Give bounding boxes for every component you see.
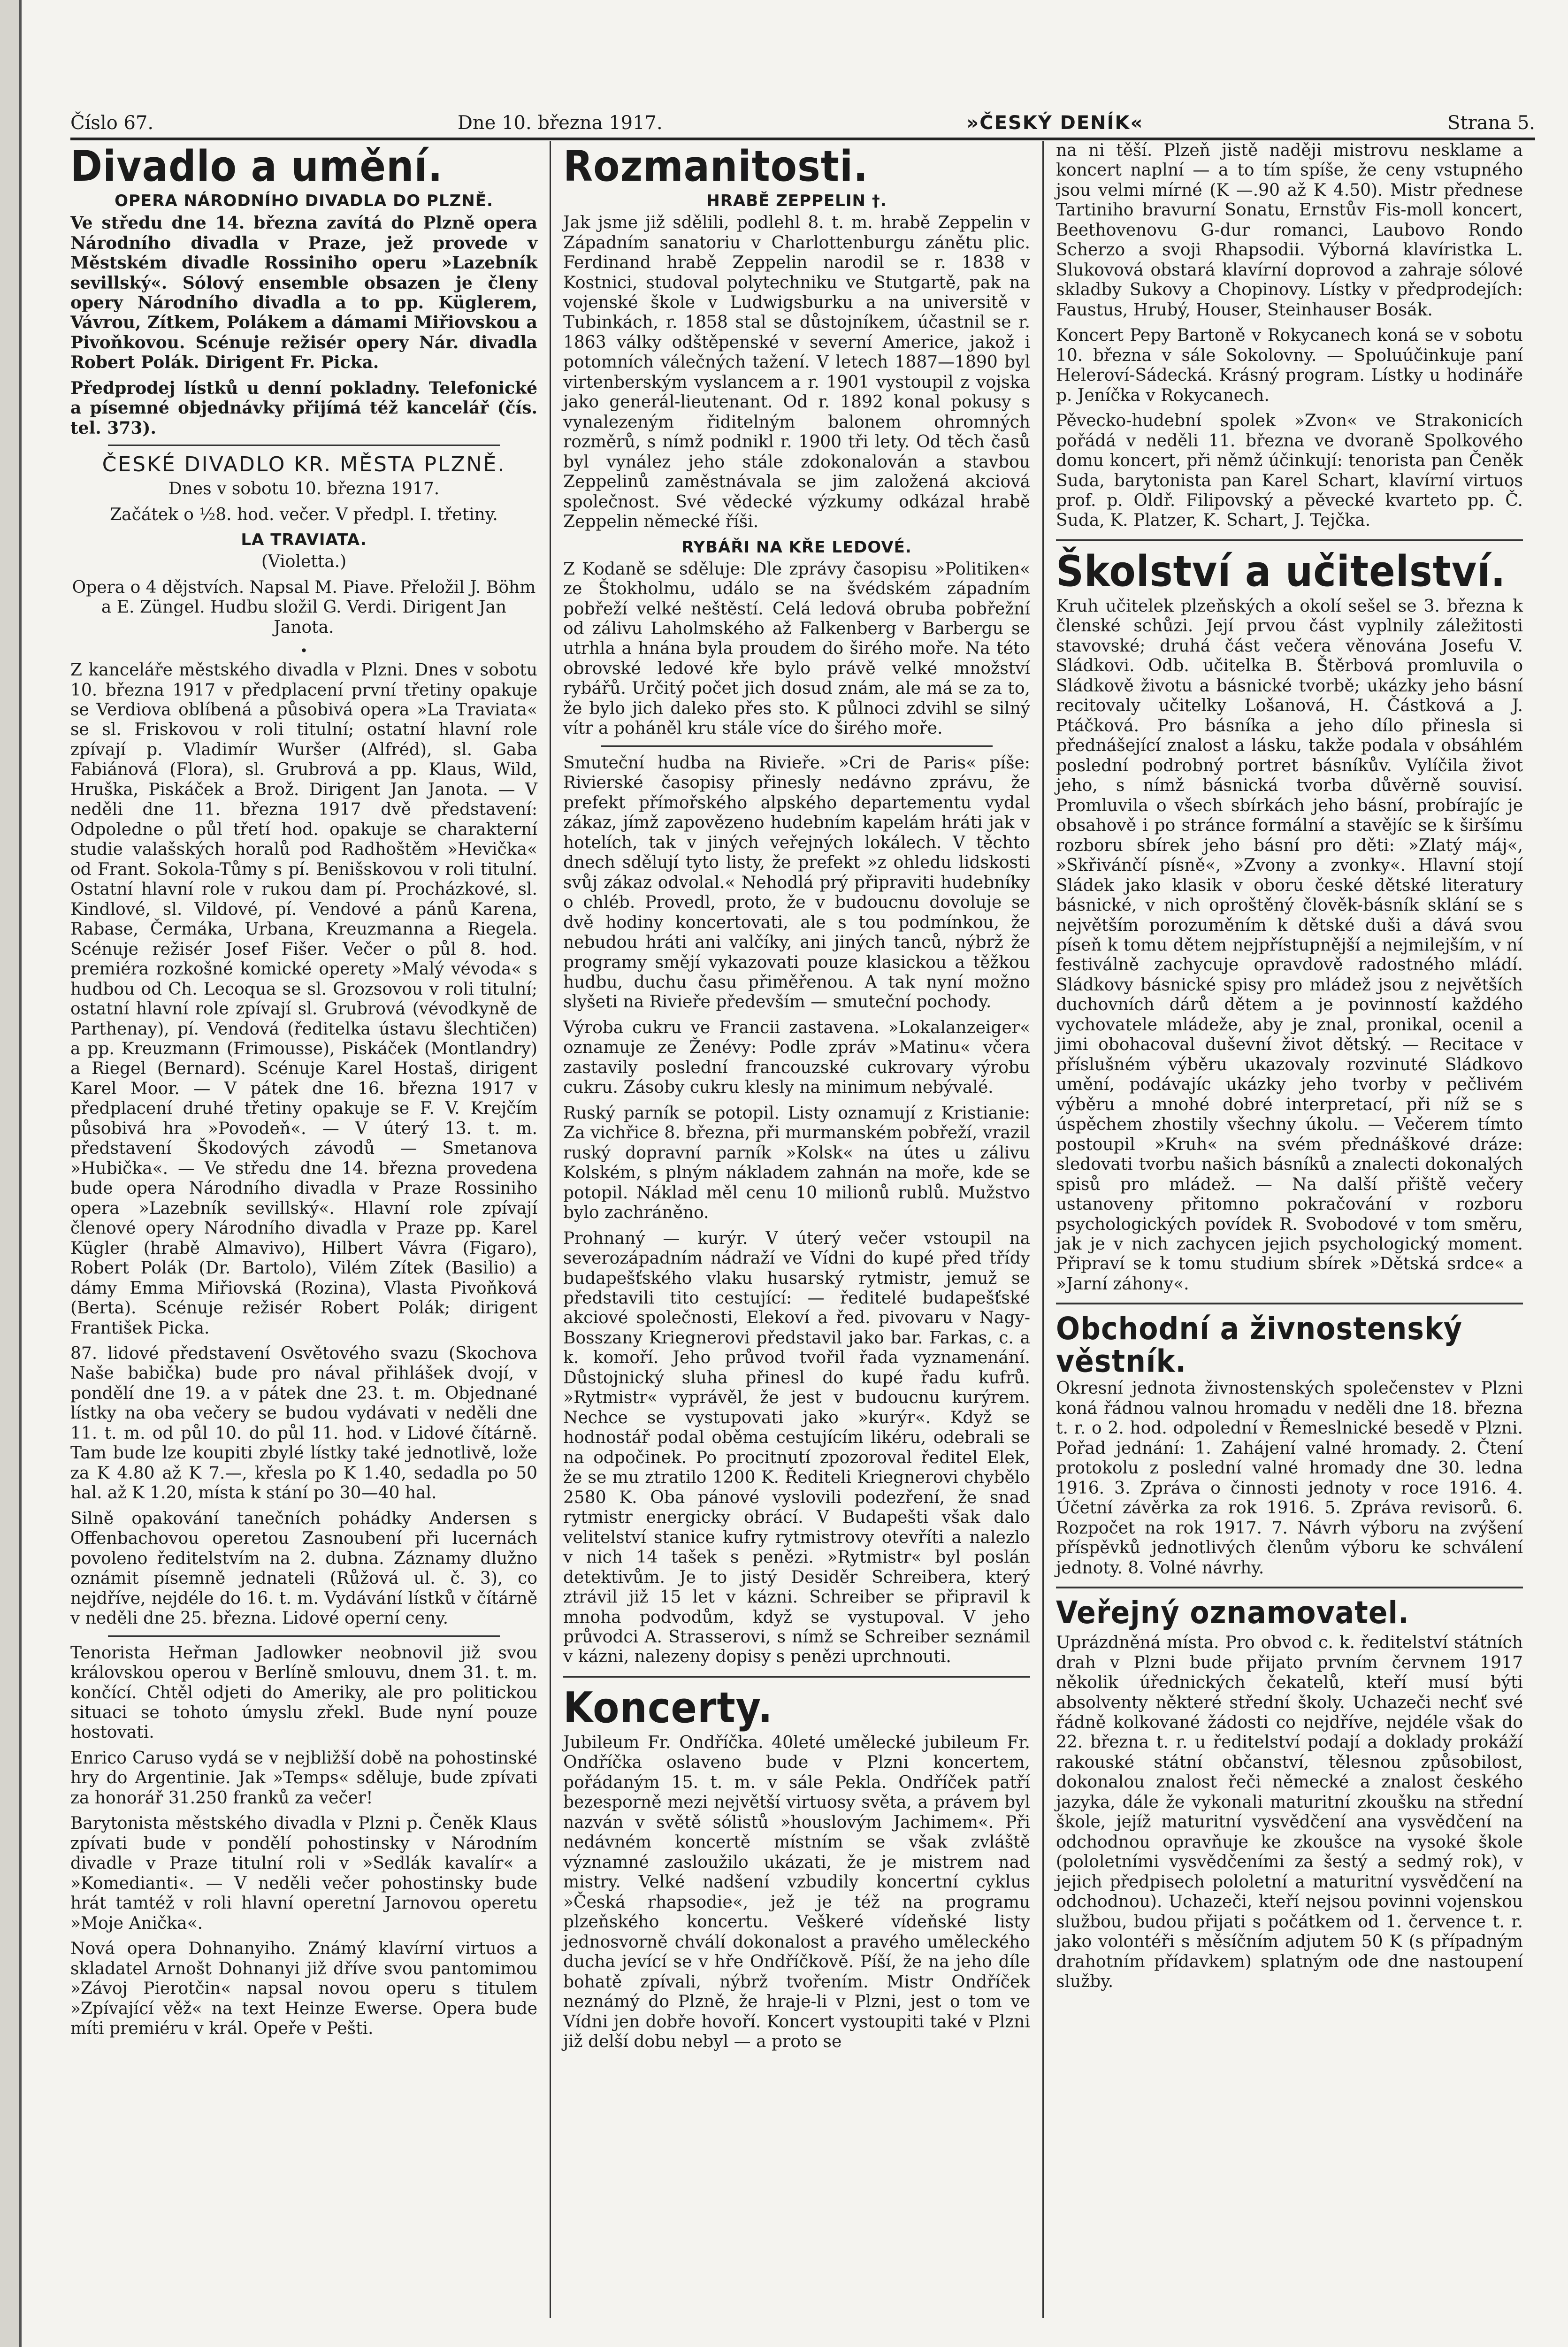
page-number: Strana 5. — [1447, 112, 1535, 134]
section-title-public: Veřejný oznamovatel. — [1056, 1595, 1409, 1631]
divider — [563, 1676, 1030, 1678]
trade-article: Okresní jednota živnostenských společenstev v Plzni koná řádnou valnou hromadu v neděli dne 18. března t. r. o 2. hod. odpolední v Řemeslnické besedě v Plzni. Pořad jednání: 1. Zahájení valné hromady. 2. Čtení protokolu z poslední valné hromady dne 30. ledna 1916. 3. Zpráva o činnosti jednoty v roce 1916. 4. Účetní závěrka za rok 1916. 5. Zpráva revisorů. 6. Rozpočet na rok 1917. 7. Návrh výboru na zvýšení příspěvků jednotlivých členům výboru ke schválení jednoty. 8. Volné návrhy. — [1056, 1379, 1523, 1578]
jubilee-article: Jubileum Fr. Ondříčka. 40leté umělecké jubileum Fr. Ondříčka oslaveno bude v Plzni koncertem, pořádaným 15. t. m. v sále Pekla. Ondříček patří bezesporně mezi největší virtuosy světa, a právem byl nazván v světě sólistů »houslovým Jachimem«. Při nedávném koncertě místním se však zvláště významné zasloužilo ukázati, že je mistrem nad mistry. Velké nadšení vzbudily koncertní cyklus »Česká rhapsodie«, jež je též na programu plzeňského koncertu. Veškeré vídeňské listy jednosvorně chválí dokonalost a pravého uměleckého ducha jevící se v hře Ondříčkově. Píší, že na jeho díle bohatě zpívali, nýbrž tvořením. Mistr Ondříček neznámý do Plzně, že hraje-li v Plzni, jest o tom ve Vídni jen dobře hovoří. Koncert vystoupiti také v Plzni již delší dobu nebyl — a proto se — [563, 1733, 1030, 2052]
fishermen-article: Z Kodaně se sděluje: Dle zprávy časopisu »Politiken« ze Štokholmu, událo se na švédském západním pobřeží velké neštěstí. Celá ledová obruba pobřežní od zálivu Laholmského až Falkenberg v Barbergu se utrhla a hnána byla proudem do širého moře. Na této obrovské ledové kře bylo právě velké množství rybářů. Určitý počet jich dosud znám, ale má se za to, že bylo jich daleko přes sto. K půlnoci zdvihl se silný vítr a poháněl kru stále více do širého moře. — [563, 559, 1030, 738]
zeppelin-article: Jak jsme již sdělili, podlehl 8. t. m. hrabě Zeppelin v Západním sanatoriu v Charlottenburgu zánětu plic. Ferdinand hrabě Zeppelin narodil se r. 1838 v Kostnici, studoval polytechniku ve Stutgartě, pak na vojenské škole v Ludwigsburku a na universitě v Tubinkách, r. 1858 stal se důstojníkem, účastnil se r. 1863 války odštěpenské v severní Americe, jakož i potomních válečných tažení. V letech 1887—1890 byl virtenberským vyslancem a r. 1901 vystoupil z vojska jako generál-lieutenant. Od r. 1892 konal pokusy s vynalezeným řiditelným balonem ohromných rozměrů, s nímž podnikl r. 1900 tři lety. Od těch časů byl vynález jeho stále zdokonalován a stavbou Zeppelinů zaměstnávala se jim založená akciová společnost. Své vědecké výzkumy odkázal hrabě Zeppelin německé říši. — [563, 213, 1030, 532]
start-line: Začátek o ½8. hod. večer. V předpl. I. třetiny. — [110, 505, 498, 524]
divider — [1056, 1587, 1523, 1588]
newspaper-name: »ČESKÝ DENÍK« — [966, 112, 1144, 134]
issue-date: Dne 10. března 1917. — [457, 112, 663, 134]
school-article: Kruh učitelek plzeňských a okolí sešel se 3. března k členské schůzi. Její prvou část vyplnily záležitosti stavovské; druhá část večera věnována Josefu V. Sládkovi. Odb. učitelka B. Štěrbová promluvila o Sládkově životu a básnické tvorbě; ukázky jeho básní recitovaly učitelky Lošanová, H. Částková a J. Ptáčková. Pro básníka a jeho dílo přinesla si přednášející znalost a lásku, takže podala v obsáhlém poslední podrobný portret básníkův. Vylíčila život jeho, s nímž básnická tvorba důvěrně souvisí. Promluvila o všech sbírkách jeho básní, probírajíc je obsahově i po stránce formální a stavějíc se k širšímu rozboru sbírek jeho básní pro děti: »Zlatý máj«, »Skřivánčí písně«, »Zvony a zvonky«. Hlavní stojí Sládek jako klasik v oboru české dětské literatury básnické, v nich oproštěný člověk-básník sklání se s největším porozuměním k dětské duši a dává svou píseň k tomu dětem nejpřístupnější a nejmilejším, v ní festiválně zachycuje opravdově radostného mládí. Sládkovy básnické spisy pro mládež jsou z největších duchovních dárů dětem a je povinností každého vychovatele mládeže, aby je znal, pronikal, ocenil a jimi obohacoval duševní život dětský. — Recitace v příslušném výběru ukazovaly rozvinuté Sládkovo umění, podávajíc ukázky jeho tvorby v pečlivém výběru a mnohé dobré interpretací, při níž se s úspěchem zhostily všechny úkolu. — Večerem tímto postoupil »Kruh« na svém přednáškové dráze: sledovati tvorbu našich básníků a znalecti dokonalých spisů pro mládež. — Na další přiště večery ustanoveny přitomno pokračování v rozboru psychologických povídek R. Svobodové v tom směru, jak je v nich zachycen jejich psychologický moment. Připraví se k tomu studium sbírek »Dětská srdce« a »Jarní záhony«. — [1056, 597, 1523, 1294]
play-title: LA TRAVIATA. — [241, 530, 367, 550]
office-article: Z kanceláře městského divadla v Plzni. Dnes v sobotu 10. března 1917 v předplacení první třetiny opakuje se Verdiova oblíbená a působivá opera »La Traviata« se sl. Friskovou v roli titulní; ostatní hlavní role zpívají p. Vladimír Wuršer (Alfréd), sl. Gaba Fabiánová (Flora), sl. Grubrová a pp. Klaus, Wild, Hruška, Piskáček a Brož. Dirigent Jan Janota. — V neděli dne 11. března 1917 dvě představení: Odpoledne o půl třetí hod. opakuje se charakterní studie valašských horalů pod Radhoštěm »Hevička« od Frant. Sokola-Tůmy s pí. Benišskovou v roli titulní. Ostatní hlavní role v rukou dam pí. Procházkové, sl. Kindlové, sl. Vildové, pí. Vendové a pánů Karena, Rabase, Čermáka, Urbana, Kreuzmanna a Riegela. Scénuje režisér Josef Fišer. Večer o půl 8. hod. premiéra rozkošné komické operety »Malý vévoda« s hudbou od Ch. Lecoqua se sl. Grozsovou v roli titulní; ostatní hlavní role zpívají sl. Grubrová (vévodkyně de Parthenay), pí. Vendová (ředitelka ústavu šlechtičen) a pp. Kreuzmann (Frimousse), Piskáček (Montlandry) a Riegel (Bernard). Scénuje Karel Hostaš, dirigent Karel Moor. — V pátek dne 16. března 1917 v předplacení druhé třetiny opakuje se F. V. Krejčím působivá hra »Povodeň«. — V úterý 13. t. m. představení Škodových závodů — Smetanova »Hubička«. — Ve středu dne 14. března provedena bude opera Národního divadla v Praze Rossiniho opera »Lazebník sevillský«. Hlavní role zpívají členové opery Národního divadla v Praze pp. Karel Kügler (hrabě Almavivo), Hilbert Vávra (Figaro), Robert Polák (Dr. Bartolo), Vilém Zítek (Basilio) a dámy Emma Miřiovská (Rozina), Vlasta Pivoňková (Berta). Scénuje režisér Robert Polák; dirigent František Picka. — [70, 660, 537, 1338]
concert-continuation: na ni těší. Plzeň jistě naději mistrovu nesklame a koncert naplní — a to tím spíše, že ceny vstupného jsou velmi mírné (K —.90 až K 4.50). Mistr přednese Tartiniho bravurní Sonatu, Ernstův Fis-moll koncert, Beethovenovu G-dur romanci, Laubovo Rondo Scherzo a svoji Rhapsodii. Výborná klavíristka L. Slukovová obstará klavírní doprovod a zahraje sólové skladby Sukovy a Chopinovy. Lístky v předprodejích: Faustus, Hrubý, Houser, Steinhauser Bosák. — [1056, 141, 1523, 320]
steamer-article: Ruský parník se potopil. Listy oznamují z Kristianie: Za vichřice 8. března, při murmanském pobřeží, vrazil ruský dopravní parník »Kolsk« na útes u zálivu Kolském, s plným nákladem zahnán na moře, kde se potopil. Náklad měl cenu 10 milionů rublů. Mužstvo bylo zachráněno. — [563, 1103, 1030, 1223]
divider — [601, 745, 993, 747]
separator-dot: • — [300, 643, 308, 659]
divider — [1056, 1303, 1523, 1304]
divider — [108, 445, 500, 446]
zeppelin-heading: HRABĚ ZEPPELIN †. — [706, 192, 887, 211]
dohnanyi-article: Nová opera Dohnanyiho. Známý klavírní virtuos a skladatel Arnošt Dohnanyi již dříve svou pantomimou »Závoj Pierotčin« napsal novou operu s titulem »Zpívající věž« na text Heinze Ewerse. Opera bude míti premiéru v král. Opeře v Pešti. — [70, 1939, 537, 2038]
section-title-school: Školství a učitelství. — [1056, 547, 1506, 596]
riviera-article: Smuteční hudba na Rivieře. »Cri de Paris« píše: Rivierské časopisy přinesly nedávno zprávu, že prefekt přímořského alpského departementu vydal zákaz, jímž zapovězeno hudebním kapelám hráti jak v hotelích, tak v jiných veřejných lokálech. V těchto dnech sdělují tyto listy, že prefekt »z ohledu lidskosti svůj zákaz odvolal.« Nehodlá prý připraviti hudebníky o chléb. Provedl, proto, že v budoucnu dovoluje se dvě hodiny koncertovati, ale s tou podmínkou, že nebudou hráti ani valčíky, ani jiných tanců, nýbrž že programy smějí vykazovati pouze klasickou a těžkou hudbu, duchu času přiměřenou. A tak nyní možno slyšeti na Rivieře především — smuteční pochody. — [563, 753, 1030, 1012]
column-2 — [551, 141, 1044, 2318]
section-title-trade: Obchodní a živnostenský věstník. — [1056, 1311, 1463, 1380]
tenor-article: Tenorista Heřman Jadlowker neobnovil již svou královskou operou v Berlíně smlouvu, dnem 31. t. m. končící. Chtěl odjeti do Ameriky, ale pro politickou situaci se tohoto úmyslu zřekl. Bude nyní pouze hostovati. — [70, 1643, 537, 1742]
play-subtitle: (Violetta.) — [261, 552, 347, 572]
section-title-misc: Rozmanitosti. — [563, 142, 869, 191]
column-3 — [1044, 141, 1535, 2318]
fishermen-heading: RYBÁŘI NA KŘE LEDOVÉ. — [681, 537, 912, 557]
play-info: Opera o 4 dějstvích. Napsal M. Piave. Přeložil J. Böhm a E. Züngel. Hudbu složil G. Verdi. Dirigent Jan Janota. — [72, 577, 536, 637]
opera-article: Ve středu dne 14. března zavítá do Plzně opera Národního divadla v Praze, jež provede v Městském divadle Rossiniho operu »Lazebník sevillský«. Sólový ensemble obsazen je členy opery Národního divadla a to pp. Küglerem, Vávrou, Zítkem, Polákem a dámami Miřiovskou a Pivoňkovou. Scénuje režisér opery Nár. divadla Robert Polák. Dirigent Fr. Picka. — [70, 213, 537, 373]
divider — [1056, 539, 1523, 541]
osveta-article: 87. lidové představení Osvětového svazu (Skochova Naše babička) bude pro nával přihlášek dvojí, v pondělí dne 19. a v pátek dne 23. t. m. Objednané lístky na oba večery se budou vydávati v neděli dne 11. t. m. od půl 10. do půl 11. hod. v Lidové čítárně. Tam bude lze koupiti zbylé lístky také jednotlivě, lože za K 4.80 až K 7.—, křesla po K 1.40, sedadla po 50 hal. až K 1.20, místa k stání po 30—40 hal. — [70, 1344, 537, 1503]
section-title-theatre: Divadlo a umění. — [70, 142, 443, 191]
column-1 — [70, 141, 551, 2318]
page-header — [70, 101, 1535, 140]
today-line: Dnes v sobotu 10. března 1917. — [168, 479, 440, 499]
columns — [70, 141, 1535, 2318]
dance-article: Silně opakování tanečních pohádky Andersen s Offenbachovou operetou Zasnoubení při lucernách povoleno ředitelstvím na 2. dubna. Záznamy dlužno oznámit písemně jednateli (Růžová ul. č. 3), co nejdříve, nejdéle do 16. t. m. Vydávání lístků v čítárně v neděli dne 25. března. Lidové operní ceny. — [70, 1509, 537, 1628]
courier-article: Prohnaný — kurýr. V úterý večer vstoupil na severozápadním nádraží ve Vídni do kupé před třídy budapešťského vlaku husarský rytmistr, jemuž se představili tito cestující: — ředitelé budapešťské akciové společnosti, Elekoví a řed. pivovaru v Nagy-Bosszany Kriegnerovi představil jako bar. Farkas, c. a k. komoří. Jeho průvod tvořil řada vyznamenání. Důstojnický sluha přinesl do kupé řadu kufrů. »Rytmistr« vyprávěl, že jest v budoucnu kurýrem. Nechce se vystupovati jako »kurýr«. Když se hodnostář podal oběma cestujícím likéru, odebrali se na odpočinek. Po procitnutí zpozoroval ředitel Elek, že se mu ztratilo 1200 K. Řediteli Kriegnerovi chybělo 2580 K. Oba pánové vyslovili podezření, že snad rytmistr energicky obrácí. V Budapešti však dalo velitelství stanice kufry rytmistrovy otevříti a nalezlo v nich 14 tašek s penězi. »Rytmistr« byl poslán detektivům. Je to jistý Desiděr Schreibera, který ztrávil již 15 let v kázni. Schreiber se připravil k mnoha podvodům, když se vystupoval. V jeho průvodci A. Strasserovi, s nímž se Schreiber seznámil v kázni, nalezeny dopisy s penězi uprchnouti. — [563, 1228, 1030, 1667]
presale-note: Předprodej lístků u denní pokladny. Telefonické a písemné objednávky přijímá též kancelář (čís. tel. 373). — [70, 378, 537, 438]
bartonova-article: Koncert Pepy Bartoně v Rokycanech koná se v sobotu 10. března v sále Sokolovny. — Spoluúčinkuje paní Heleroví-Sádecká. Krásný program. Lístky u hodináře p. Jeníčka v Rokycanech. — [1056, 326, 1523, 405]
caruso-article: Enrico Caruso vydá se v nejbližší době na pohostinské hry do Argentinie. Jak »Temps« sděluje, bude zpívati za honorář 31.250 franků za večer! — [70, 1748, 537, 1808]
public-article: Uprázdněná místa. Pro obvod c. k. ředitelství státních drah v Plzni bude přijato prvním červnem 1917 několik úřednických čekatelů, kteří musí býti absolventy některé střední školy. Uchazeči nechť své řádně kolkované žádosti co nejdříve, nejdéle však do 22. března t. r. u ředitelství podají a doklady prokáží rakouské státní občanství, tělesnou způsobilost, dokonalou znalost řeči německé a znalost českého jazyka, dále že vykonali maturitní zkoušku na střední škole, jejíž maturitní vysvědčení ana vysvědčení na odchodnou opravňuje ke zkoušce na vysoké škole (pololetními vysvědčeními za šestý a sedmý rok), v jejich předpisech pololetní a maturitní vysvědčení na odchodnou). Uchazeči, kteří nejsou povinni vojenskou službou, budou přijati s počátkem od 1. července t. r. jako volontéři s měsíčním adjutem 50 K (s případným drahotním přídavkem) splatným ode dne nastoupení služby. — [1056, 1633, 1523, 1992]
theatre-heading: ČESKÉ DIVADLO KR. MĚSTA PLZNĚ. — [102, 453, 506, 477]
opera-heading: OPERA NÁRODNÍHO DIVADLA DO PLZNĚ. — [115, 192, 493, 211]
zvon-article: Pěvecko-hudební spolek »Zvon« ve Strakonicích pořádá v neděli 11. března ve dvoraně Spolkového domu koncert, při němž účinkují: tenorista pan Čeněk Suda, barytonista pan Karel Schart, klavírní virtuos prof. p. Oldř. Filipovský a pěvecké kvarteto pp. Č. Suda, K. Platzer, K. Schart, J. Tejčka. — [1056, 411, 1523, 530]
divider — [108, 1635, 500, 1637]
page-edge — [0, 0, 22, 2347]
sugar-article: Výroba cukru ve Francii zastavena. »Lokalanzeiger« oznamuje ze Ženévy: Podle zpráv »Matinu« včera zastavily poslední francouzské cukrovary výrobu cukru. Zásoby cukru klesly na minimum nebývalé. — [563, 1018, 1030, 1097]
baryton-article: Barytonista městského divadla v Plzni p. Čeněk Klaus zpívati bude v pondělí pohostinsky v Národním divadle v Praze titulní roli v »Sedlák kavalír« a »Komedianti«. — V neděli večer pohostinsky bude hrát tamtéž v roli hlavní operetní Jarnovou operetu »Moje Anička«. — [70, 1814, 537, 1933]
issue-number: Číslo 67. — [70, 112, 154, 134]
section-title-concerts: Koncerty. — [563, 1683, 773, 1733]
